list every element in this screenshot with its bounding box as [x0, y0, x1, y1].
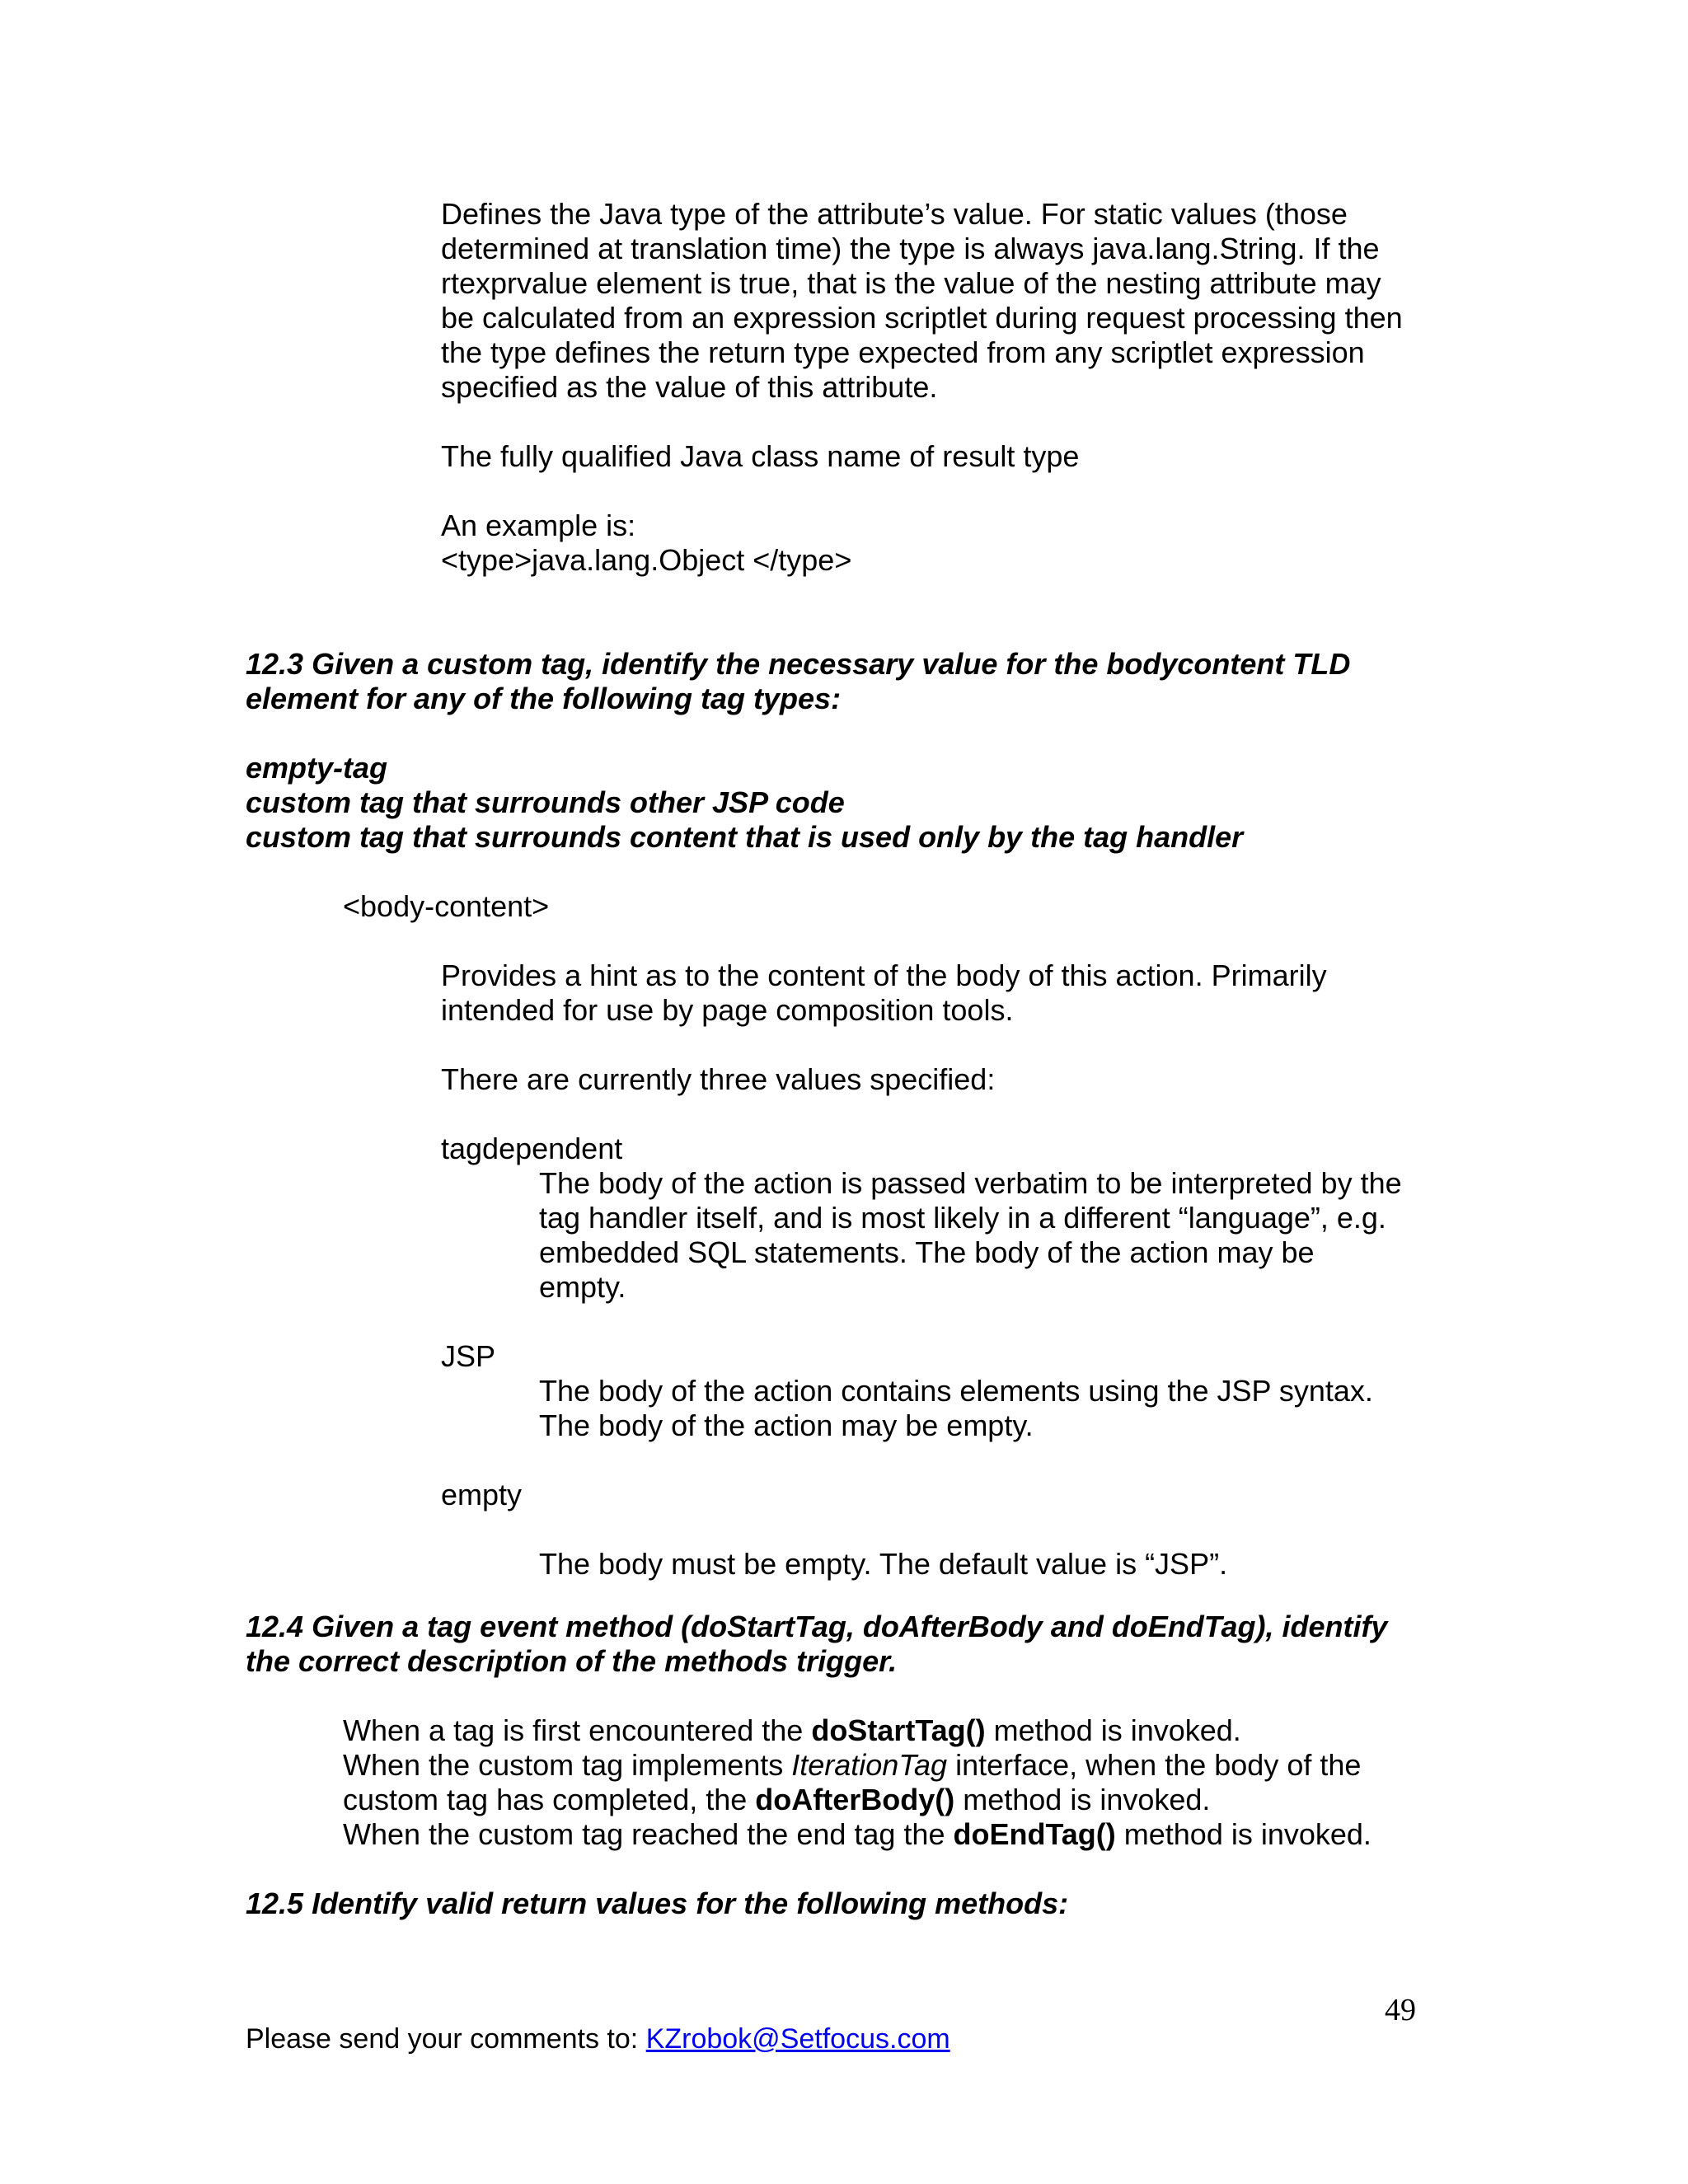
- method-trigger-line: [343, 1783, 1210, 1817]
- value-name: tagdependent: [441, 1132, 623, 1165]
- text-span: When the custom tag reached the end tag the: [343, 1817, 954, 1851]
- type-desc-line: the type defines the return type expected from any scriptlet expression: [441, 335, 1365, 369]
- values-intro: There are currently three values specified:: [441, 1062, 996, 1096]
- section-heading: the correct description of the methods trigger.: [246, 1644, 898, 1678]
- comment-prefix: Please send your comments to:: [246, 2023, 646, 2055]
- text-span: method is invoked.: [985, 1713, 1241, 1747]
- value-description-line: tag handler itself, and is most likely in a different “language”, e.g.: [539, 1201, 1386, 1235]
- email-link[interactable]: KZrobok@Setfocus.com: [645, 2023, 950, 2055]
- type-desc-line: be calculated from an expression scriptlet during request processing then: [441, 301, 1403, 335]
- type-desc-line: rtexprvalue element is true, that is the value of the nesting attribute may: [441, 266, 1381, 300]
- example-code: <type>java.lang.Object </type>: [441, 543, 852, 577]
- type-desc-line: specified as the value of this attribute.: [441, 370, 938, 404]
- comment-line: [246, 2022, 950, 2056]
- type-desc-line: determined at translation time) the type is always java.lang.String. If the: [441, 232, 1380, 265]
- method-trigger-line: [343, 1713, 1241, 1748]
- text-span: custom tag has completed, the: [343, 1783, 756, 1816]
- section-heading: 12.5 Identify valid return values for the following methods:: [246, 1886, 1069, 1920]
- value-description-line: The body must be empty. The default value is “JSP”.: [539, 1547, 1228, 1581]
- value-description-line: The body of the action may be empty.: [539, 1408, 1034, 1442]
- value-description-line: The body of the action contains elements using the JSP syntax.: [539, 1374, 1373, 1408]
- element-name: <body-content>: [343, 889, 550, 923]
- text-span: When a tag is first encountered the: [343, 1713, 812, 1747]
- text-span: When the custom tag implements: [343, 1748, 792, 1782]
- interface-name: IterationTag: [791, 1748, 948, 1782]
- method-name: doEndTag(): [953, 1817, 1116, 1851]
- fqcn-note: The fully qualified Java class name of result type: [441, 439, 1080, 473]
- hint-line: intended for use by page composition tools.: [441, 993, 1014, 1027]
- method-name: doStartTag(): [811, 1713, 986, 1747]
- method-trigger-line: [343, 1748, 1361, 1783]
- value-name: empty: [441, 1478, 523, 1511]
- text-span: method is invoked.: [1115, 1817, 1372, 1851]
- type-desc-line: Defines the Java type of the attribute’s value. For static values (those: [441, 197, 1348, 231]
- page-number: 49: [1385, 1993, 1416, 2027]
- tag-type-item: custom tag that surrounds other JSP code: [246, 785, 845, 819]
- value-description-line: The body of the action is passed verbatim to be interpreted by the: [539, 1166, 1402, 1200]
- section-heading: 12.4 Given a tag event method (doStartTag, doAfterBody and doEndTag), identify: [246, 1610, 1388, 1643]
- method-trigger-line: [343, 1817, 1372, 1852]
- section-heading: 12.3 Given a custom tag, identify the necessary value for the bodycontent TLD: [246, 647, 1351, 681]
- tag-type-item: custom tag that surrounds content that is used only by the tag handler: [246, 820, 1244, 854]
- hint-line: Provides a hint as to the content of the body of this action. Primarily: [441, 958, 1327, 992]
- tag-type-item: empty-tag: [246, 751, 388, 785]
- value-description-line: embedded SQL statements. The body of the action may be: [539, 1235, 1315, 1269]
- value-description-line: empty.: [539, 1270, 626, 1304]
- section-heading: element for any of the following tag types:: [246, 682, 842, 715]
- example-label: An example is:: [441, 509, 636, 542]
- text-span: method is invoked.: [954, 1783, 1211, 1816]
- text-span: interface, when the body of the: [947, 1748, 1362, 1782]
- value-name: JSP: [441, 1339, 496, 1373]
- method-name: doAfterBody(): [755, 1783, 955, 1816]
